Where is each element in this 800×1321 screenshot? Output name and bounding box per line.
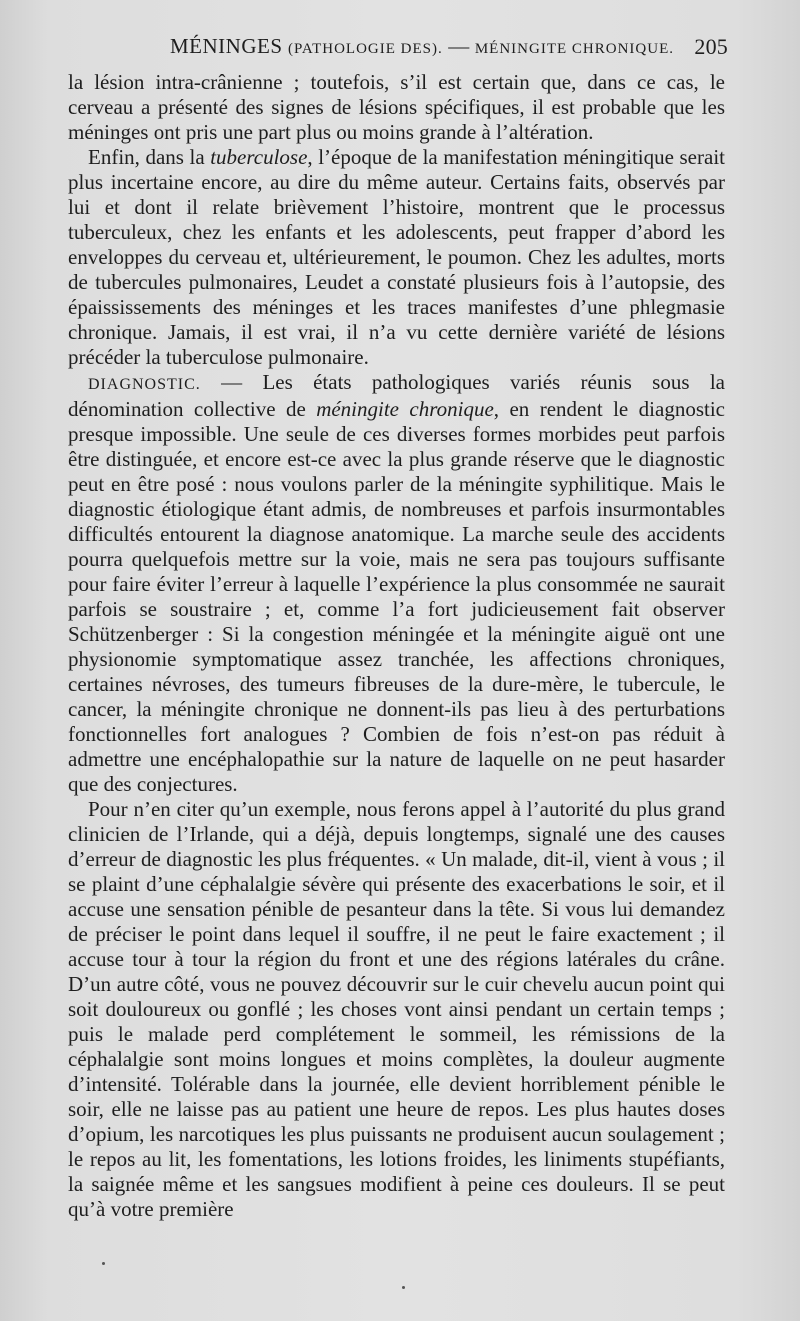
- paragraph-1: [68, 70, 725, 145]
- paragraph-3-start: — Les états pathologiques variés réunis sous la dénomination collective de: [68, 370, 725, 421]
- print-speck: [102, 1262, 105, 1265]
- page-number: 205: [694, 34, 728, 59]
- title-paren: (PATHOLOGIE DES).: [287, 41, 443, 57]
- print-speck: [402, 1286, 405, 1289]
- title-sub: MÉNINGITE CHRONIQUE.: [474, 41, 674, 57]
- paragraph-1-text: la lésion intra-crânienne ; toutefois, s’il est certain que, dans ce cas, le cerveau a présenté des signes de lésions spécifiques, il est probable que les méninges ont pris une part plus ou moins grande à l’altération.: [68, 70, 725, 144]
- section-heading-diagnostic: DIAGNOSTIC.: [88, 376, 201, 393]
- paragraph-4-text: Pour n’en citer qu’un exemple, nous ferons appel à l’autorité du plus grand clinicien de l’Irlande, qui a déjà, depuis longtemps, signalé une des causes d’erreur de diagnostic les plus fréquentes. « Un malade, dit-il, vient à vous ; il se plaint d’une céphalalgie sévère qui présente des exacerbations le soir, et il accuse une sensation pénible de pesanteur dans la tête. Si vous lui demandez de préciser le point dans lequel il souffre, il ne peut le faire exactement ; il accuse tour à tour la région du front et une des régions latérales du crâne. D’un autre côté, vous ne pouvez découvrir sur le cuir chevelu aucun point qui soit douloureux ou gonflé ; les choses vont ainsi pendant un certain temps ; puis le malade perd complétement le sommeil, les rémissions de la céphalalgie sont moins longues et moins complètes, la douleur augmente d’intensité. Tolérable dans la journée, elle devient horriblement pénible le soir, elle ne laisse pas au patient une heure de repos. Les plus hautes doses d’opium, les narcotiques les plus puissants ne produisent aucun soulagement ; le repos au lit, les fomentations, les lotions froides, les liniments stupéfiants, la saignée même et les sangsues modifient à peine ces douleurs. Il se peut qu’à votre première: [68, 797, 725, 1221]
- paragraph-4: [68, 797, 725, 1222]
- running-title: [170, 34, 674, 59]
- paragraph-2: [68, 145, 725, 370]
- paragraph-3-rest: , en rendent le diagnostic presque impossible. Une seule de ces diverses formes morbides peut parfois être distinguée, et encore est-ce avec la plus grande réserve que le diagnostic peut en être posé : nous voulons parler de la méningite syphilitique. Mais le diagnostic étiologique étant admis, de nombreuses et parfois insurmontables difficultés entourent la diagnose anatomique. La marche seule des accidents pourra quelquefois mettre sur la voie, mais ne sera pas toujours suffisante pour faire éviter l’erreur à laquelle l’expérience la plus consommée ne saurait parfois se soustraire ; et, comme l’a fort judicieusement fait observer Schützenberger : Si la congestion méningée et la méningite aiguë ont une physionomie symptomatique assez tranchée, les affections chroniques, certaines névroses, des tumeurs fibreuses de la dure-mère, le tubercule, le cancer, la méningite chronique ne donnent-ils pas lieu à des perturbations fonctionnelles fort analogues ? Combien de fois n’est-on pas réduit à admettre une encéphalopathie sur la nature de laquelle on ne peut hasarder que des conjectures.: [68, 397, 725, 796]
- paragraph-2-start: Enfin, dans la: [88, 145, 211, 169]
- text-body: [68, 70, 725, 1222]
- paragraph-2-rest: , l’époque de la manifestation méningitique serait plus incertaine encore, au dire du même auteur. Certains faits, observés par lui et dont il relate brièvement l’histoire, montrent que le processus tuberculeux, chez les enfants et les adolescents, peut frapper d’abord les enveloppes du cerveau et, ultérieurement, le poumon. Chez les adultes, morts de tubercules pulmonaires, Leudet a constaté plusieurs fois à l’autopsie, des épaississements des méninges et les traces manifestes d’une phlegmasie chronique. Jamais, il est vrai, il n’a vu cette dernière variété de lésions précéder la tuberculose pulmonaire.: [68, 145, 725, 369]
- title-dash: —: [448, 34, 470, 58]
- paragraph-3: [68, 370, 725, 797]
- paragraph-3-italic: méningite chronique: [316, 397, 494, 421]
- paragraph-2-italic: tuberculose: [210, 145, 308, 169]
- title-main: MÉNINGES: [170, 34, 283, 58]
- running-header: [68, 34, 728, 64]
